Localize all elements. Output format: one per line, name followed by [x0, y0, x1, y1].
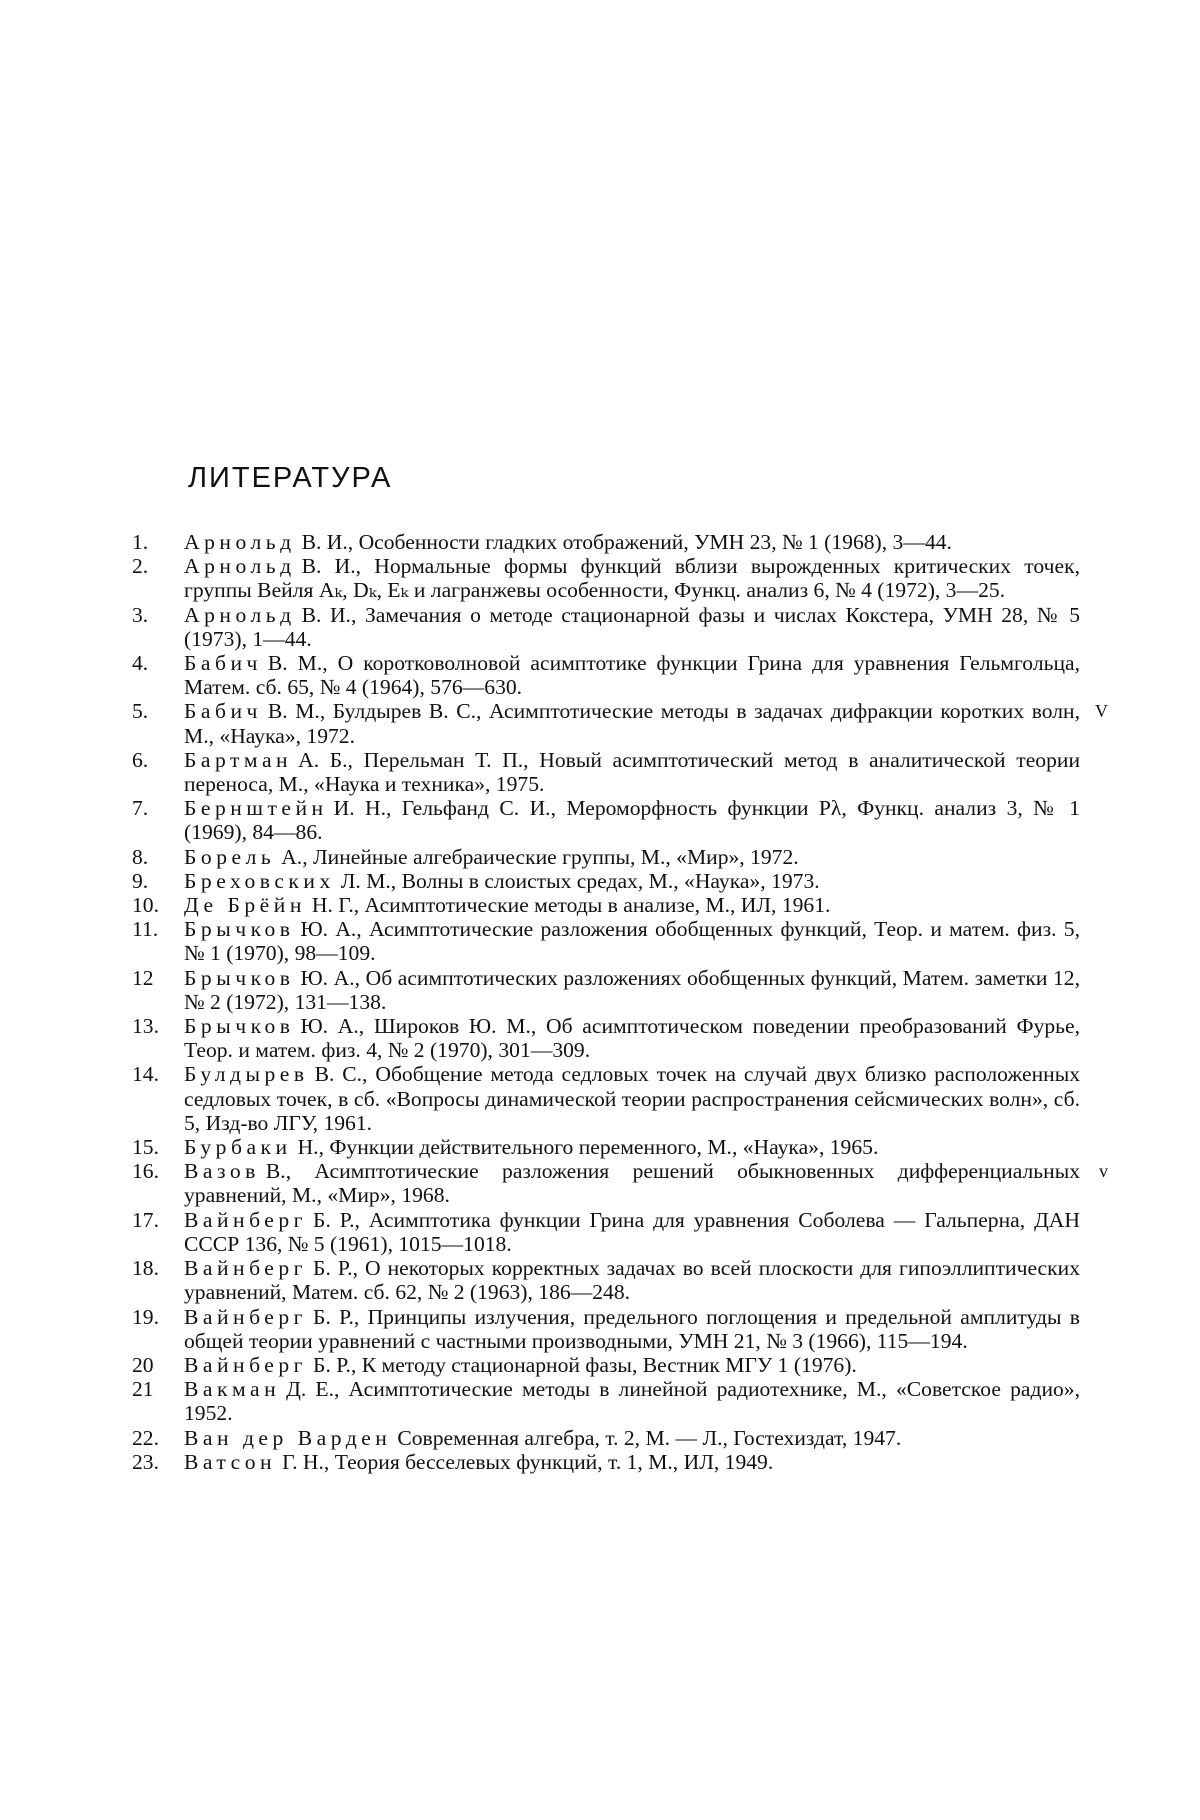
reference-text: Ю. А., Асимптотические разложения обобщенных функций, Теор. и матем. физ. 5, № 1 (1970), 98—109. — [184, 917, 1080, 966]
reference-item — [132, 1256, 1080, 1304]
reference-item — [132, 796, 1080, 844]
reference-item — [132, 1159, 1108, 1208]
reference-author: Бабич — [184, 699, 262, 724]
reference-author: Брычков — [184, 1014, 295, 1039]
reference-text: В. М., Булдырев В. С., Асимптотические методы в задачах дифракции коротких волн, М., «Наука», 1972. — [184, 699, 1080, 748]
reference-number: 12 — [132, 965, 154, 990]
reference-author: Арнольд — [184, 530, 296, 554]
reference-author: Брычков — [184, 917, 295, 942]
reference-list — [132, 530, 1108, 1474]
margin-check-mark: V — [1095, 701, 1108, 722]
reference-number: 8. — [132, 844, 149, 869]
reference-author: Бернштейн — [184, 796, 328, 821]
reference-number: 7. — [132, 796, 149, 821]
reference-number: 22. — [132, 1425, 159, 1450]
reference-text: Н., Функции действительного переменного, М., «Наука», 1965. — [297, 1135, 879, 1160]
reference-number: 15. — [132, 1135, 159, 1160]
reference-number: 10. — [132, 893, 159, 918]
reference-item — [132, 1014, 1080, 1062]
reference-item — [132, 1135, 1080, 1159]
reference-author: Вайнберг — [184, 1207, 308, 1232]
reference-item — [132, 893, 1080, 917]
reference-number: 11. — [132, 917, 159, 942]
reference-number: 19. — [132, 1304, 159, 1329]
reference-number: 1. — [132, 530, 149, 554]
reference-author: Бартман — [184, 747, 293, 772]
reference-text: И. Н., Гельфанд С. И., Мероморфность функции Pλ, Функц. анализ 3, № 1 (1969), 84—86. — [184, 796, 1080, 845]
reference-author: Булдырев — [184, 1062, 309, 1087]
reference-author: Вайнберг — [184, 1256, 308, 1281]
reference-text: А., Линейные алгебраические группы, М., «Мир», 1972. — [281, 844, 799, 869]
reference-item — [132, 530, 1080, 554]
reference-number: 16. — [132, 1159, 159, 1184]
reference-item — [132, 1426, 1080, 1450]
reference-author: Ватсон — [184, 1449, 277, 1474]
reference-text: Б. Р., К методу стационарной фазы, Вестник МГУ 1 (1976). — [313, 1352, 857, 1377]
reference-item — [132, 651, 1080, 699]
reference-text: В. И., Особенности гладких отображений, УМН 23, № 1 (1968), 3—44. — [301, 530, 952, 554]
reference-author: Арнольд — [184, 554, 296, 579]
reference-author: Брычков — [184, 965, 295, 990]
margin-check-mark: v — [1099, 1161, 1108, 1182]
reference-number: 18. — [132, 1256, 159, 1281]
reference-item — [132, 748, 1080, 796]
reference-item — [132, 917, 1080, 965]
reference-number: 20 — [132, 1352, 154, 1377]
reference-item — [132, 1305, 1080, 1353]
reference-text: Б. Р., О некоторых корректных задачах во всей плоскости для гипоэллиптических уравнений, Матем. сб. 62, № 2 (1963), 186—248. — [184, 1256, 1080, 1305]
reference-text: А. Б., Перельман Т. П., Новый асимптотический метод в аналитической теории переноса, М., «Наука и техника», 1975. — [184, 747, 1080, 797]
reference-number: 5. — [132, 699, 149, 724]
reference-item — [132, 1377, 1080, 1425]
reference-item — [132, 1353, 1080, 1377]
reference-text: Л. М., Волны в слоистых средах, М., «Наука», 1973. — [340, 868, 820, 893]
reference-number: 17. — [132, 1207, 159, 1232]
reference-number: 3. — [132, 602, 149, 627]
reference-text: Г. Н., Теория бесселевых функций, т. 1, М., ИЛ, 1949. — [282, 1449, 774, 1474]
reference-item — [132, 1208, 1080, 1256]
reference-number: 9. — [132, 868, 149, 893]
reference-text: Н. Г., Асимптотические методы в анализе, М., ИЛ, 1961. — [311, 893, 831, 918]
reference-text: Б. Р., Принципы излучения, предельного поглощения и предельной амплитуды в общей теории уравнений с частными производными, УМН 21, № 3 (1966), 115—194. — [184, 1304, 1080, 1353]
reference-number: 13. — [132, 1014, 159, 1039]
reference-item — [132, 1450, 1080, 1474]
reference-author: Бабич — [184, 651, 262, 676]
reference-item — [132, 966, 1080, 1014]
reference-author: Вайнберг — [184, 1352, 308, 1377]
reference-text: Ю. А., Широков Ю. М., Об асимптотическом поведении преобразований Фурье, Теор. и матем. физ. 4, № 2 (1970), 301—309. — [184, 1014, 1080, 1063]
reference-text: В. С., Обобщение метода седловых точек на случай двух близко расположенных седловых точек, в сб. «Вопросы динамической теории распространения сейсмических волн», сб. 5, Изд-во ЛГУ, 1961. — [184, 1062, 1080, 1135]
page-title: ЛИТЕРАТУРА — [188, 462, 393, 494]
reference-author: Вазов — [184, 1159, 260, 1184]
reference-author: Ван дер Варден — [184, 1425, 392, 1450]
reference-number: 4. — [132, 651, 149, 676]
reference-number: 23. — [132, 1449, 159, 1474]
reference-item — [132, 845, 1080, 869]
reference-text: Ю. А., Об асимптотических разложениях обобщенных функций, Матем. заметки 12, № 2 (1972), 131—138. — [184, 965, 1080, 1014]
reference-item — [132, 554, 1080, 602]
reference-item — [132, 1062, 1080, 1135]
reference-author: Бреховских — [184, 868, 335, 893]
reference-number: 6. — [132, 747, 149, 772]
reference-author: Де Брёйн — [184, 893, 306, 918]
reference-author: Вайнберг — [184, 1304, 308, 1329]
reference-text: В. И., Нормальные формы функций вблизи вырожденных критических точек, группы Вейля Aₖ, Dₖ, Eₖ и лагранжевы особенности, Функц. анализ 6, № 4 (1972), 3—25. — [184, 554, 1080, 603]
reference-text: Современная алгебра, т. 2, М. — Л., Гостехиздат, 1947. — [397, 1425, 902, 1450]
reference-item — [132, 699, 1108, 748]
reference-text: В. М., О коротковолновой асимптотике функции Грина для уравнения Гельмгольца, Матем. сб. 65, № 4 (1964), 576—630. — [184, 651, 1080, 700]
reference-text: В. И., Замечания о методе стационарной фазы и числах Кокстера, УМН 28, № 5 (1973), 1—44. — [184, 602, 1080, 651]
reference-item — [132, 603, 1080, 651]
reference-text: В., Асимптотические разложения решений обыкновенных дифференциальных уравнений, М., «Мир», 1968. — [184, 1159, 1080, 1208]
reference-number: 21 — [132, 1377, 154, 1402]
reference-item — [132, 869, 1080, 893]
reference-author: Арнольд — [184, 602, 296, 627]
reference-author: Борель — [184, 844, 276, 869]
reference-number: 2. — [132, 554, 149, 579]
reference-number: 14. — [132, 1062, 159, 1087]
reference-text: Д. Е., Асимптотические методы в линейной радиотехнике, М., «Советское радио», 1952. — [184, 1377, 1080, 1426]
reference-author: Бурбаки — [184, 1135, 292, 1160]
reference-author: Вакман — [184, 1377, 281, 1402]
reference-text: Б. Р., Асимптотика функции Грина для уравнения Соболева — Гальперна, ДАН СССР 136, № 5 (1961), 1015—1018. — [184, 1207, 1080, 1256]
